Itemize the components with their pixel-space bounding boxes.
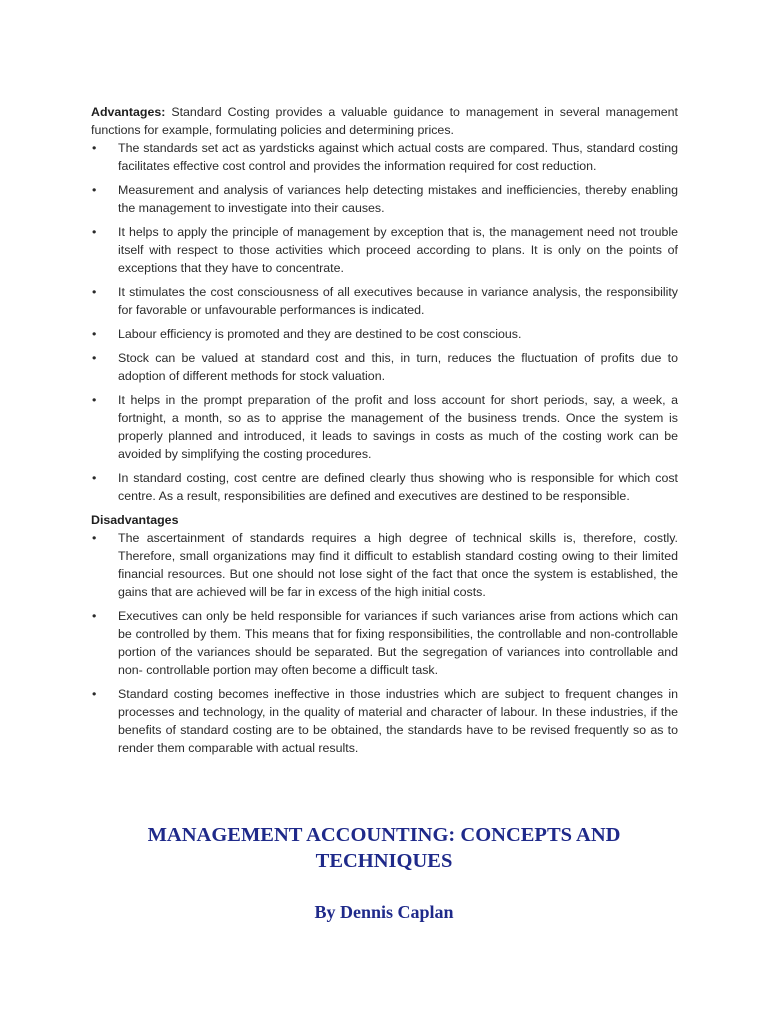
list-item <box>91 325 678 343</box>
disadvantages-heading: Disadvantages <box>91 513 179 527</box>
bullet-icon: • <box>92 141 97 155</box>
list-item-text: The ascertainment of standards requires a high degree of technical skills is, therefore, costly. Therefore, small organizations may find it difficult to establish standard costing owing to their limited financial resources. But one should not lose sight of the fact that once the system is established, the gains that are achieved will be far in excess of the high initial costs. <box>118 531 678 599</box>
list-item <box>91 283 678 319</box>
list-item <box>91 685 678 757</box>
list-item-text: Standard costing becomes ineffective in those industries which are subject to frequent changes in processes and technology, in the quality of material and character of labour. In these industries, if the benefits of standard costing are to be obtained, the standards have to be revised frequently so as to render them comparable with actual results. <box>118 687 678 755</box>
list-item-text: It stimulates the cost consciousness of all executives because in variance analysis, the responsibility for favorable or unfavourable performances is indicated. <box>118 285 678 317</box>
book-title-line1: MANAGEMENT ACCOUNTING: CONCEPTS AND <box>147 824 621 846</box>
list-item-text: Labour efficiency is promoted and they are destined to be cost conscious. <box>118 327 522 341</box>
advantages-intro-text: Standard Costing provides a valuable guidance to management in several management functions for example, formulating policies and determining prices. <box>91 105 678 137</box>
book-author: By Dennis Caplan <box>314 902 454 922</box>
advantages-heading: Advantages: <box>91 105 166 119</box>
list-item-text: It helps in the prompt preparation of the profit and loss account for short periods, say, a week, a fortnight, a month, so as to apprise the management of the business trends. Once the system is properly planned and introduced, it leads to savings in costs as much of the costing work can be avoided by simplifying the costing procedures. <box>118 393 678 461</box>
bullet-icon: • <box>92 183 97 197</box>
disadvantages-list <box>91 529 678 757</box>
book-title <box>104 822 664 874</box>
list-item-text: It helps to apply the principle of management by exception that is, the management need not trouble itself with respect to those activities which proceed according to plans. It is only on the points of exceptions that they have to concentrate. <box>118 225 678 275</box>
list-item-text: Measurement and analysis of variances help detecting mistakes and inefficiencies, thereby enabling the management to investigate into their causes. <box>118 183 678 215</box>
list-item <box>91 139 678 175</box>
list-item-text: In standard costing, cost centre are defined clearly thus showing who is responsible for which cost centre. As a result, responsibilities are defined and executives are destined to be responsible. <box>118 471 678 503</box>
list-item-text: Stock can be valued at standard cost and this, in turn, reduces the fluctuation of profits due to adoption of different methods for stock valuation. <box>118 351 678 383</box>
bullet-icon: • <box>92 327 97 341</box>
list-item <box>91 349 678 385</box>
list-item <box>91 469 678 505</box>
list-item <box>91 391 678 463</box>
list-item-text: Executives can only be held responsible for variances if such variances arise from actions which can be controlled by them. This means that for fixing responsibilities, the controllable and non-controllable portion of the variances should be separated. But the segregation of variances into controllable and non- controllable portion may often become a difficult task. <box>118 609 678 677</box>
list-item <box>91 607 678 679</box>
bullet-icon: • <box>92 351 97 365</box>
list-item-text: The standards set act as yardsticks against which actual costs are compared. Thus, standard costing facilitates effective cost control and provides the information required for cost reduction. <box>118 141 678 173</box>
bullet-icon: • <box>92 471 97 485</box>
advantages-list <box>91 139 678 505</box>
bullet-icon: • <box>92 687 97 701</box>
bullet-icon: • <box>92 609 97 623</box>
list-item <box>91 181 678 217</box>
bullet-icon: • <box>92 531 97 545</box>
list-item <box>91 529 678 601</box>
advantages-intro <box>91 103 678 139</box>
book-title-line2: TECHNIQUES <box>315 850 453 872</box>
list-item <box>91 223 678 277</box>
bullet-icon: • <box>92 285 97 299</box>
bullet-icon: • <box>92 225 97 239</box>
bullet-icon: • <box>92 393 97 407</box>
document-body <box>91 103 678 763</box>
